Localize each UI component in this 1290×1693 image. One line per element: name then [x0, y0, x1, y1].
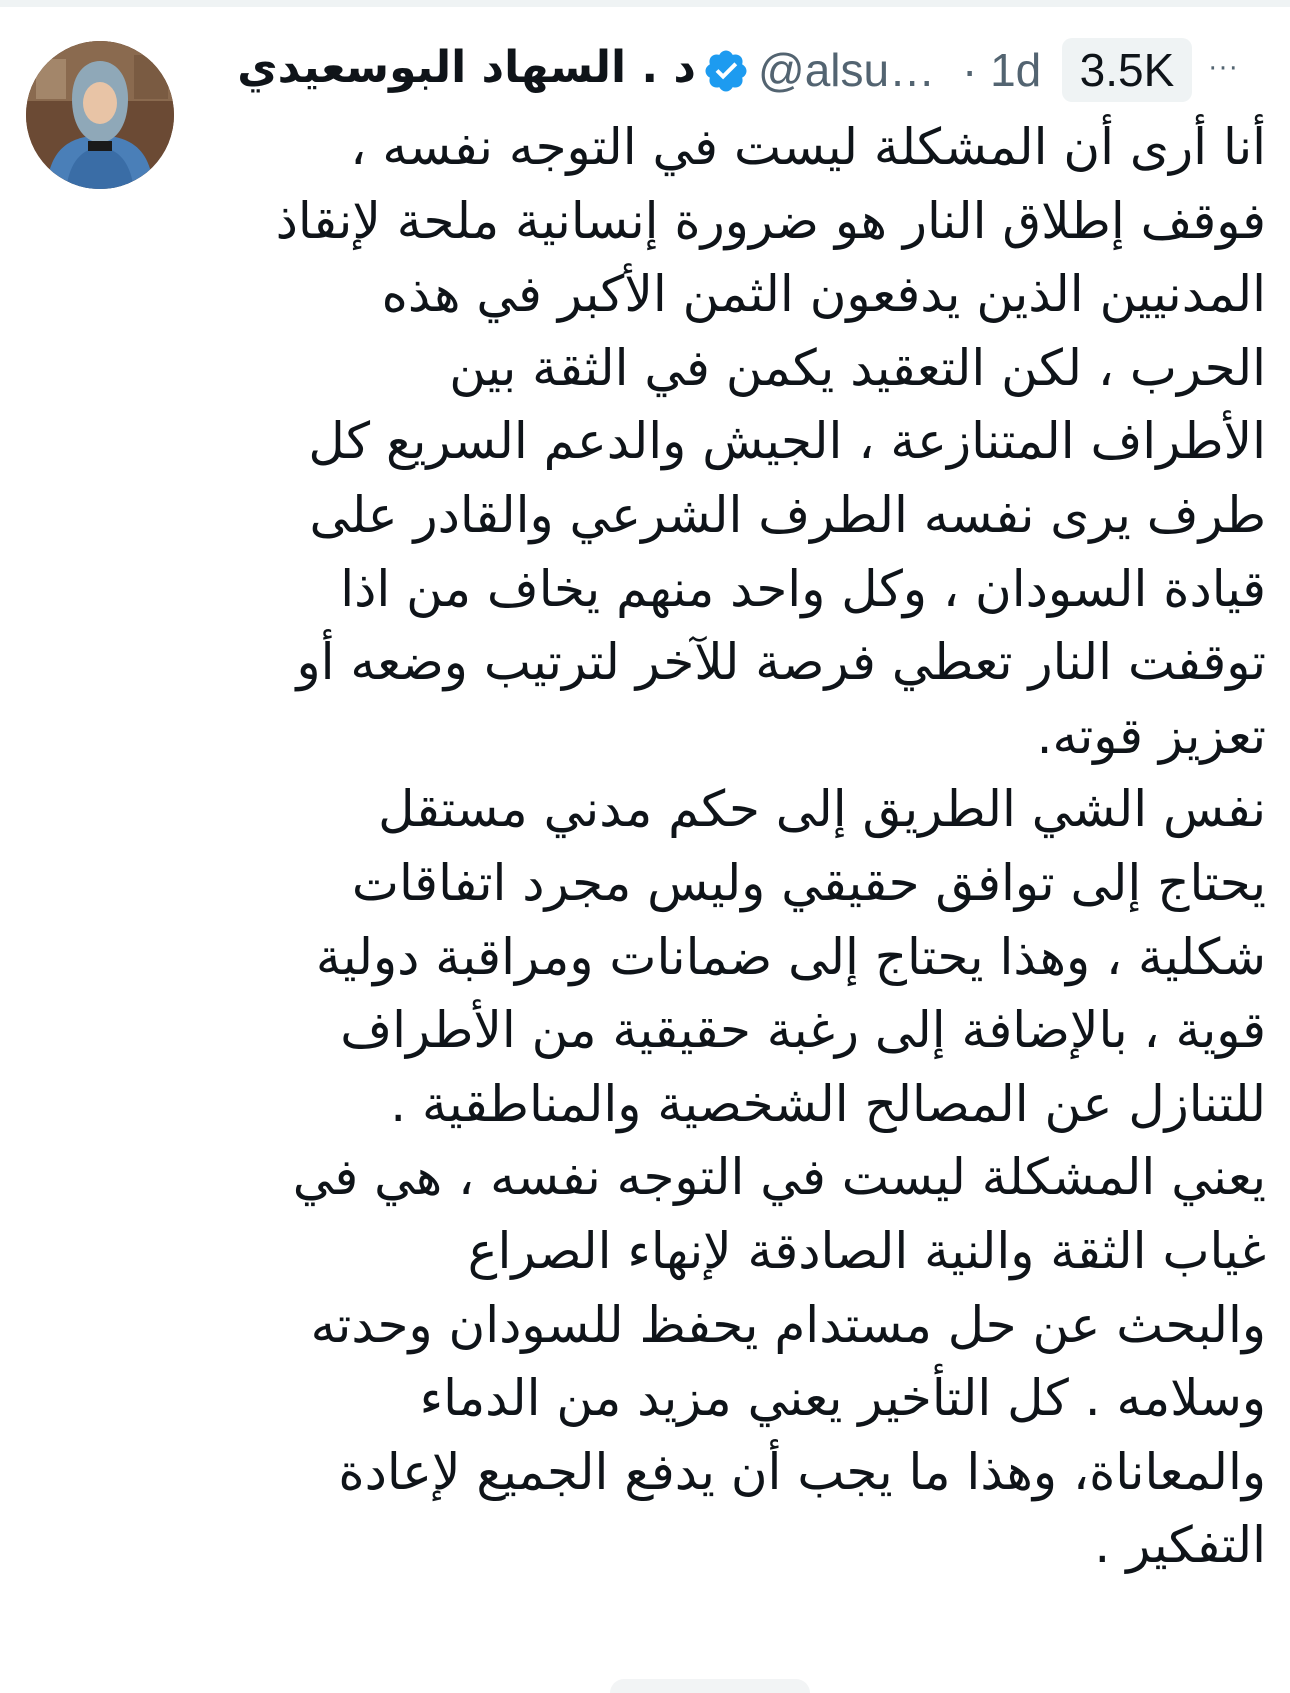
tweet-text-line: أنا أرى أن المشكلة ليست في التوجه نفسه ،: [350, 118, 1266, 176]
tweet-text-line: والبحث عن حل مستدام يحفظ للسودان وحدته: [310, 1295, 1266, 1354]
tweet-text-line: يحتاج إلى توافق حقيقي وليس مجرد اتفاقات: [351, 853, 1266, 912]
tweet-text-line: وسلامه . كل التأخير يعني مزيد من الدماء: [419, 1369, 1266, 1428]
tweet-text-line: غياب الثقة والنية الصادقة لإنهاء الصراع: [467, 1221, 1266, 1280]
tweet-text-line: توقفت النار تعطي فرصة للآخر لترتيب وضعه أو: [296, 633, 1266, 692]
tweet-text-line: نفس الشي الطريق إلى حكم مدني مستقل: [378, 780, 1266, 839]
tweet-text-line: قيادة السودان ، وكل واحد منهم يخاف من اذا: [340, 559, 1266, 618]
tweet-text-line: والمعاناة، وهذا ما يجب أن يدفع الجميع لإعادة: [338, 1442, 1266, 1501]
tweet-text-line: شكلية ، وهذا يحتاج إلى ضمانات ومراقبة دولية: [315, 927, 1266, 986]
timestamp[interactable]: · 1d: [962, 44, 1042, 96]
tweet-text-line: قوية ، بالإضافة إلى رغبة حقيقية من الأطراف: [340, 1001, 1266, 1060]
tweet-body: [186, 111, 1266, 1583]
top-divider: [0, 0, 1290, 7]
tweet-text-line: فوقف إطلاق النار هو ضرورة إنسانية ملحة لإنقاذ: [275, 191, 1266, 250]
tweet-header: [196, 35, 1266, 105]
views-count-badge[interactable]: 3.5K: [1062, 38, 1192, 102]
tweet-text-line: الحرب ، لكن التعقيد يكمن في الثقة بين: [449, 338, 1266, 397]
tweet-text-line: التفكير .: [1094, 1516, 1266, 1575]
verified-badge-icon: [702, 47, 750, 95]
tweet-text-line: تعزيز قوته.: [1036, 706, 1266, 765]
avatar[interactable]: [26, 41, 174, 189]
tweet-card[interactable]: [0, 7, 1290, 1686]
author-display-name[interactable]: د . السهاد البوسعيدي: [237, 42, 696, 93]
tweet-text-line: طرف يرى نفسه الطرف الشرعي والقادر على: [309, 485, 1266, 544]
tweet-text-line: للتنازل عن المصالح الشخصية والمناطقية .: [390, 1074, 1266, 1133]
avatar-image: [26, 41, 174, 189]
tweet-text-line: الأطراف المتنازعة ، الجيش والدعم السريع كل: [308, 412, 1266, 471]
more-horizontal-icon[interactable]: ···: [1208, 54, 1240, 84]
tweet-text-line: المدنيين الذين يدفعون الثمن الأكبر في هذه: [381, 265, 1266, 324]
tweet-text-line: يعني المشكلة ليست في التوجه نفسه ، هي في: [292, 1148, 1266, 1207]
next-item-edge: [610, 1679, 810, 1693]
author-handle[interactable]: @alsu…: [758, 44, 936, 96]
